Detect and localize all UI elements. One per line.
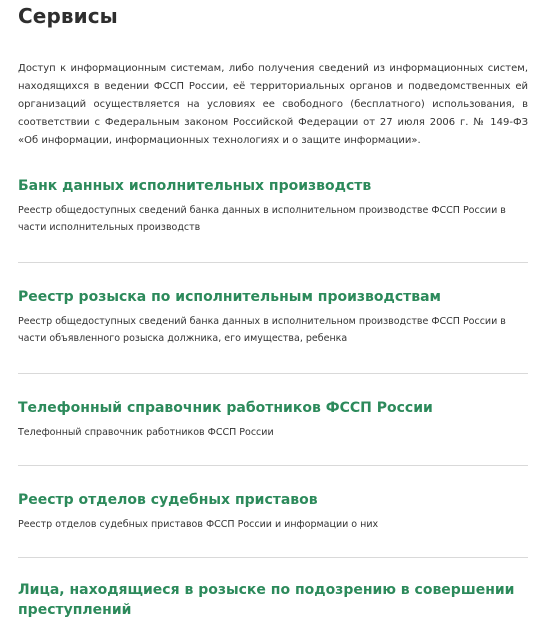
- page-title: Сервисы: [18, 4, 118, 28]
- service-item-bailiff-departments: [18, 466, 528, 558]
- service-item-enforcement-bank: [18, 160, 528, 263]
- service-description: Реестр общедоступных сведений банка данных в исполнительном производстве ФССП России в части исполнительных производств: [18, 205, 506, 233]
- service-link-enforcement-bank[interactable]: Банк данных исполнительных производств: [18, 178, 372, 194]
- service-link-bailiff-departments[interactable]: Реестр отделов судебных приставов: [18, 492, 318, 508]
- service-description: Реестр общедоступных сведений банка данных в исполнительном производстве ФССП России в части объявленного розыска должника, его имущества, ребенка: [18, 316, 506, 344]
- service-link-phone-directory[interactable]: Телефонный справочник работников ФССП России: [18, 400, 433, 416]
- service-item-wanted-suspects: [18, 558, 528, 620]
- service-description: Телефонный справочник работников ФССП России: [18, 427, 274, 438]
- intro-text: Доступ к информационным системам, либо получения сведений из информационных систем, находящихся в ведении ФССП России, её территориальных органов и подведомственных ей организаций осуществляется на условиях ее свободного (бесплатного) использования, в соответствии с Федеральным законом Российской Федерации от 27 июля 2006 г. № 149-ФЗ «Об информации, информационных технологиях и о защите информации».: [18, 63, 528, 146]
- service-item-phone-directory: [18, 374, 528, 466]
- service-item-wanted-registry: [18, 263, 528, 374]
- service-link-wanted-suspects[interactable]: Лица, находящиеся в розыске по подозрению в совершении преступлений: [18, 582, 515, 618]
- service-link-wanted-registry[interactable]: Реестр розыска по исполнительным производствам: [18, 289, 441, 305]
- service-description: Реестр отделов судебных приставов ФССП России и информации о них: [18, 519, 379, 530]
- services-list: [18, 160, 528, 620]
